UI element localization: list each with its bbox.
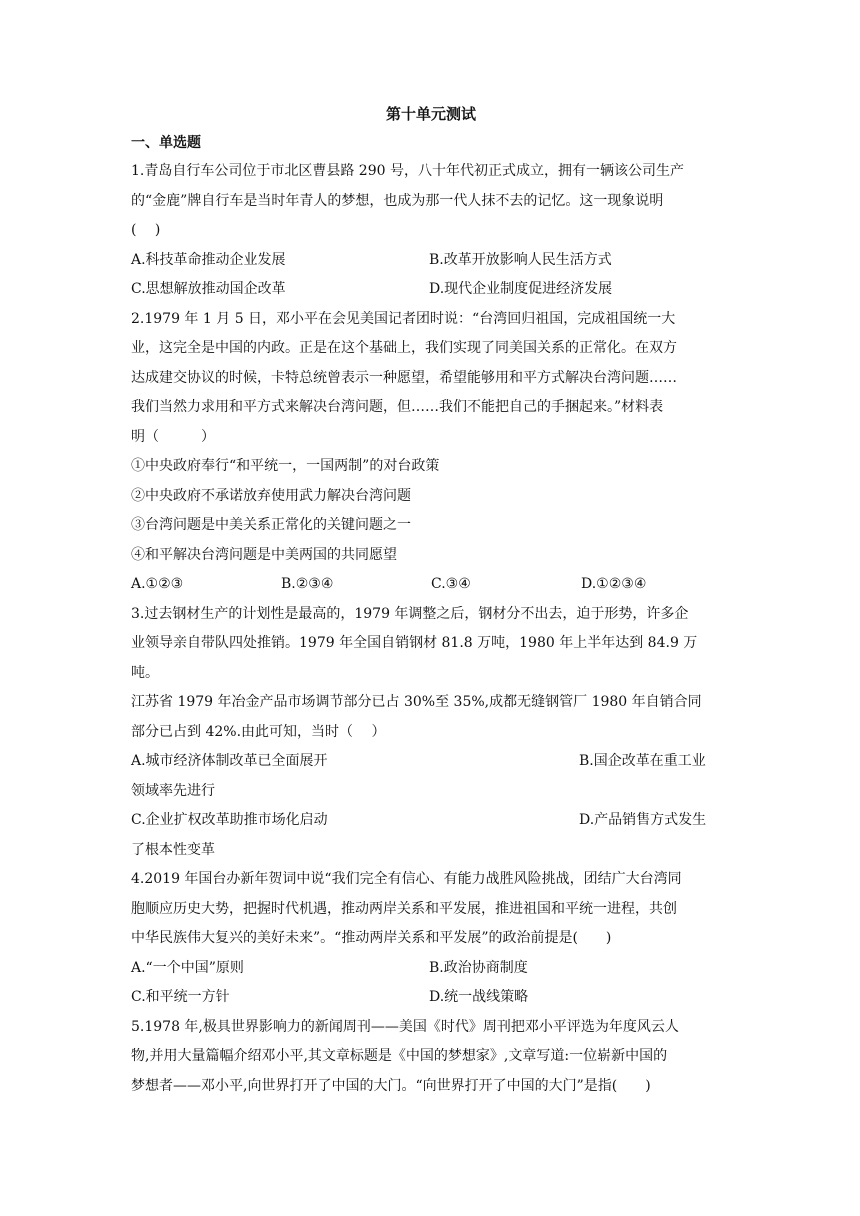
option-a: A.城市经济体制改革已全面展开 <box>131 753 328 769</box>
option-b: B.政治协商制度 <box>429 959 528 976</box>
question-text-line: 明（ ） <box>131 428 215 445</box>
question-text-line: 我们当然力求用和平方式来解决台湾问题，但……我们不能把自己的手捆起来。”材料表 <box>131 399 664 415</box>
option-c: C.思想解放推动国企改革 <box>131 281 286 297</box>
option-d-continuation: 了根本性变革 <box>131 841 215 858</box>
statement-1: ①中央政府奉行“和平统一，一国两制”的对台政策 <box>131 458 440 474</box>
question-text-line: 江苏省 1979 年冶金产品市场调节部分已占 30%至 35%,成都无缝钢管厂 1980 年自销合同 <box>131 694 702 710</box>
option-d: D.统一战线策略 <box>429 989 529 1005</box>
option-row <box>131 246 731 276</box>
option-a: A.科技革命推动企业发展 <box>131 251 286 268</box>
question-4 <box>131 865 731 1013</box>
option-a: A.“一个中国”原则 <box>131 959 244 976</box>
question-3 <box>131 600 731 866</box>
question-text-line: 业领导亲自带队四处推销。1979 年全国自销钢材 81.8 万吨，1980 年上半年达到 84.9 万 <box>131 635 698 651</box>
question-text-line: 5.1978 年,极具世界影响力的新闻周刊——美国《时代》周刊把邓小平评选为年度风云人 <box>131 1018 679 1035</box>
question-text-line: 物,并用大量篇幅介绍邓小平,其文章标题是《中国的梦想家》,文章写道:一位崭新中国的 <box>131 1048 668 1064</box>
option-c: C.③④ <box>431 576 471 592</box>
option-d: D.产品销售方式发生 <box>579 812 707 828</box>
question-text-line: 1.青岛自行车公司位于市北区曹县路 290 号，八十年代初正式成立，拥有一辆该公司生产 <box>131 163 684 179</box>
document-page <box>131 100 731 1101</box>
question-text-line: 业，这完全是中国的内政。正是在这个基础上，我们实现了同美国关系的正常化。在双方 <box>131 340 677 356</box>
page-title: 第十单元测试 <box>385 105 476 123</box>
question-text-line: 吨。 <box>131 664 159 681</box>
question-text-line: 中华民族伟大复兴的美好未来”。“推动两岸关系和平发展”的政治前提是( ) <box>131 930 612 946</box>
question-text-line: 4.2019 年国台办新年贺词中说“我们完全有信心、有能力战胜风险挑战，团结广大台湾同 <box>131 871 682 887</box>
question-text-line: 的“金鹿”牌自行车是当时年青人的梦想，也成为那一代人抹不去的记忆。这一现象说明 <box>131 192 664 209</box>
option-b: B.②③④ <box>281 576 334 592</box>
statement-3: ③台湾问题是中美关系正常化的关键问题之一 <box>131 517 411 533</box>
question-text-line: 2.1979 年 1 月 5 日，邓小平在会见美国记者团时说：“台湾回归祖国，完成祖国统一大 <box>131 310 676 327</box>
option-a: A.①②③ <box>131 576 184 592</box>
option-row <box>131 983 731 1013</box>
option-d: D.①②③④ <box>581 576 647 592</box>
option-c: C.企业扩权改革助推市场化启动 <box>131 812 328 828</box>
option-row <box>131 570 731 600</box>
option-row <box>131 275 731 305</box>
question-text-line: 部分已占到 42%.由此可知，当时（ ） <box>131 723 386 740</box>
question-text-line: 3.过去钢材生产的计划性是最高的，1979 年调整之后，钢材分不出去，迫于形势，许多企 <box>131 605 689 622</box>
option-c: C.和平统一方针 <box>131 989 230 1005</box>
question-5 <box>131 1013 731 1102</box>
option-row <box>131 747 731 777</box>
option-d: D.现代企业制度促进经济发展 <box>429 281 613 297</box>
question-text-line: 梦想者——邓小平,向世界打开了中国的大门。“向世界打开了中国的大门”是指( ) <box>131 1077 651 1094</box>
statement-2: ②中央政府不承诺放弃使用武力解决台湾问题 <box>131 487 411 504</box>
section-heading: 一、单选题 <box>131 135 201 151</box>
option-b: B.改革开放影响人民生活方式 <box>429 251 612 268</box>
question-text-line: 胞顺应历史大势，把握时代机遇，推动两岸关系和平发展，推进祖国和平统一进程，共创 <box>131 900 677 917</box>
question-text-line: 达成建交协议的时候，卡特总统曾表示一种愿望，希望能够用和平方式解决台湾问题…… <box>131 369 677 386</box>
option-row <box>131 806 731 836</box>
question-1 <box>131 157 731 305</box>
question-2 <box>131 305 731 600</box>
option-b-continuation: 领域率先进行 <box>131 782 215 799</box>
option-b: B.国企改革在重工业 <box>579 753 706 769</box>
statement-4: ④和平解决台湾问题是中美两国的共同愿望 <box>131 546 397 563</box>
option-row <box>131 954 731 984</box>
question-text-line: ( ) <box>131 222 161 238</box>
